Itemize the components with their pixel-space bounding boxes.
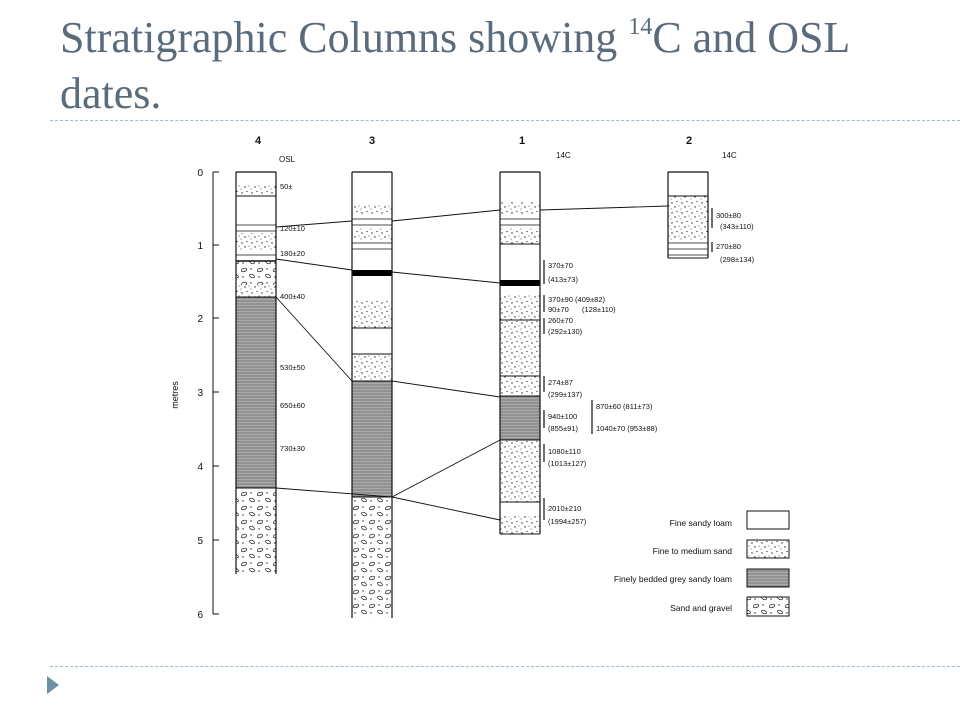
legend-swatch-fine-sandy-loam [747, 511, 789, 529]
column-2-dates [716, 211, 755, 264]
depth-tick-5: 5 [197, 536, 203, 547]
column-2-header: 14C [722, 151, 737, 160]
c14-date: (1013±127) [548, 459, 587, 468]
c14-date: 274±87 [548, 378, 573, 387]
column-1-header: 14C [556, 151, 571, 160]
column-1-label: 1 [518, 135, 526, 147]
osl-date: 400±40 [280, 292, 305, 301]
c14-date: 2010±210 [548, 504, 582, 513]
c14-date: (292±130) [548, 327, 583, 336]
c14-date: 260±70 [548, 316, 573, 325]
c14-date: (343±110) [720, 222, 754, 231]
c14-date: 90±70 [548, 305, 569, 314]
c14-date: 870±60 (811±73) [596, 402, 653, 411]
depth-tick-6: 6 [197, 610, 203, 621]
osl-date: 650±60 [280, 401, 305, 410]
c14-date: 270±80 [716, 242, 741, 251]
legend-label-grey-sandy-loam: Finely bedded grey sandy loam [613, 574, 732, 584]
legend-label-fine-sandy-loam: Fine sandy loam [669, 518, 732, 528]
legend-label-sand-gravel: Sand and gravel [670, 603, 732, 613]
c14-date: (128±110) [582, 305, 616, 314]
title-text-2: C and OSL dates. [60, 13, 849, 118]
osl-date: 50± [280, 182, 293, 191]
legend-label-fine-medium-sand: Fine to medium sand [652, 546, 732, 556]
c14-date: (413±73) [548, 275, 578, 284]
column-4 [236, 172, 276, 574]
legend [614, 511, 789, 616]
column-1 [500, 172, 540, 534]
c14-date: (855±91) [548, 424, 578, 433]
column-3-label: 3 [368, 135, 376, 147]
c14-date: 1040±70 (953±88) [596, 424, 658, 433]
column-4-dates [280, 182, 305, 453]
c14-date: 1080±110 [548, 447, 581, 456]
depth-axis [170, 168, 219, 621]
depth-tick-4: 4 [197, 462, 203, 473]
depth-tick-2: 2 [197, 314, 203, 325]
c14-date: 370±70 [548, 261, 573, 270]
c14-date: 370±90 (409±82) [548, 295, 606, 304]
legend-swatch-sand-gravel [747, 597, 789, 616]
osl-date: 180±20 [280, 249, 305, 258]
c14-date: 300±80 [716, 211, 741, 220]
c14-date: (299±137) [548, 390, 583, 399]
column-3 [352, 172, 392, 618]
depth-tick-1: 1 [197, 241, 203, 252]
depth-tick-0: 0 [197, 168, 203, 179]
legend-swatch-fine-medium-sand [747, 540, 789, 558]
title-text-1: Stratigraphic Columns showing [60, 13, 629, 62]
c14-date: (298±134) [720, 255, 755, 264]
title-superscript: 14 [628, 14, 653, 40]
column-1-dates [548, 261, 658, 526]
osl-date: 530±50 [280, 363, 305, 372]
correlation-lines [276, 206, 668, 520]
c14-date: 940±100 [548, 412, 578, 421]
column-4-label: 4 [254, 135, 262, 147]
osl-date: 730±30 [280, 444, 305, 453]
column-2-label: 2 [685, 135, 693, 147]
depth-tick-3: 3 [197, 388, 203, 399]
osl-date: 120±10 [280, 224, 305, 233]
column-2 [668, 172, 712, 258]
depth-axis-label: metres [170, 381, 180, 409]
c14-date: (1994±257) [548, 517, 587, 526]
column-4-header: OSL [279, 155, 296, 164]
legend-swatch-grey-sandy-loam [747, 569, 789, 587]
